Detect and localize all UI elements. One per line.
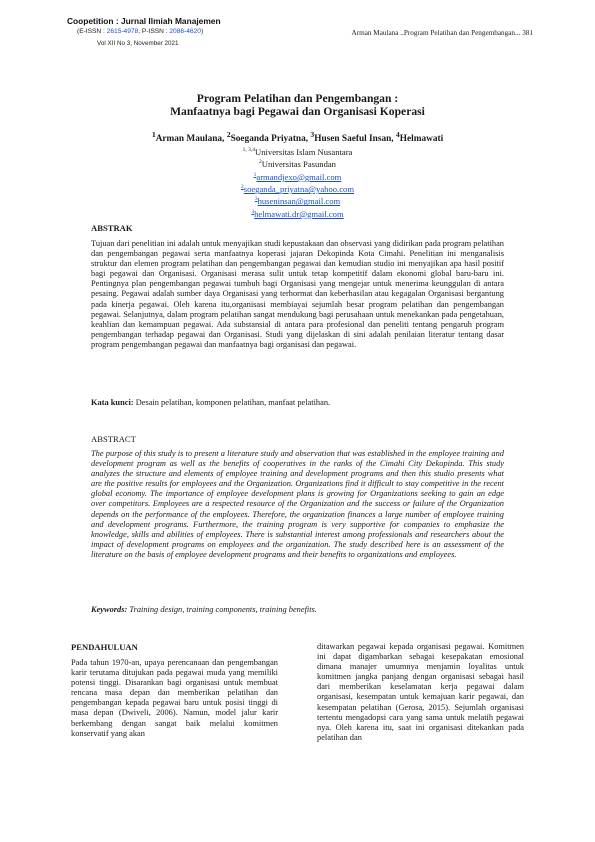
author-2: Soeganda Priyatna, [230,134,311,145]
running-head: Arman Maulana ..Program Pelatihan dan Pengembangan... 381 [351,29,533,37]
issn-suffix: ) [200,28,204,35]
affil-sup: 1, 3,4 [242,147,255,153]
email-sup: 3 [254,196,258,203]
author-sup: 3 [310,130,315,139]
journal-name: Coopetition : Jurnal Ilmiah Manajemen [67,16,221,26]
abstrak-heading: ABSTRAK [91,223,133,233]
affiliation-1 [0,145,595,157]
abstract-keywords [91,605,504,614]
email-2 [0,182,595,194]
title-line-2: Manfaatnya bagi Pegawai dan Organisasi Koperasi [170,105,425,118]
affil-text: Universitas Islam Nusantara [255,146,353,157]
issn-mid: , P-ISSN : [138,28,170,35]
email-sup: 1 [253,171,257,178]
email-3 [0,194,595,206]
author-1: Arman Maulana, [155,134,227,145]
abstract-heading: ABSTRACT [91,434,136,444]
affiliations [0,145,595,219]
affil-text: Universitas Pasundan [261,159,336,170]
author-4: Helmawati [399,134,444,145]
email-1 [0,170,595,182]
keywords-label: Keywords: [91,605,128,614]
email-link[interactable]: helmawati.dr@gmail.com [254,208,344,219]
intro-heading: PENDAHULUAN [71,642,138,652]
author-list [0,130,595,144]
email-sup: 3 [251,208,255,215]
keywords-text: Training design, training components, training benefits. [127,605,317,614]
affiliation-2 [0,157,595,169]
abstrak-body: Tujuan dari penelitian ini adalah untuk menyajikan studi kepustakaan dan observasi yang didirikan pada program pelatihan dan pengembangan pegawai serta manfaatnya koperasi jajaran Dekopinda Kota Cimahi. Penelitian ini menganalisis struktur dan elemen program pelatihan dan pengembangan pegawai dan kemudian studio ini menyajikan apa hasil positif bagi pegawai dan Organisasi. Organisasi merasa sulit untuk tetap kompetitif dalam ekonomi global baru-baru ini. Pentingnya plan pengembangan pegawai tumbuh bagi Organisasi yang mengejar untuk menerima keunggulan di antara pesaing. Pegawai adalah sumber daya Organisasi yang terhormat dan keberhasilan atau kegagalan Organisasi bergantung pada kinerja pegawai. Oleh karena itu,organisasi membiayai sejumlah besar program pelatihan dan pengembangan pegawai. Selanjutnya, dalam program pelatihan sangat mendukung bagi perusahaan untuk menekankan pada pengetahuan, keahlian dan kemampuan pegawai. Ada substansial di antara para profesional dan peneliti tentang pengaruh program pengembangan terhadap pegawai dan Organisasi. Studi yang dijelaskan di sini adalah penilaian literatur tentang dasar program pengembangan pegawai dan manfaatnya bagi organisasi dan pegawai. [91,239,504,349]
author-sup: 1 [151,130,156,139]
kata-kunci-text: Desain pelatihan, komponen pelatihan, manfaat pelatihan. [133,398,331,407]
email-sup: 2 [240,184,244,191]
issn-prefix: (E-ISSN : [77,28,107,35]
issn-line [77,28,203,35]
email-link[interactable]: soeganda_priyatna@yahoo.com [243,183,355,194]
author-sup: 2 [226,130,231,139]
intro-right-column: ditawarkan pegawai kepada organisasi pegawai. Komitmen ini dapat digambarkan sebagai kesepakatan emosional dimana manajer umumnya menjamin loyalitas untuk komitmen jangka panjang dengan organisasi sebagai hasil dari memberikan keselamatan kerja pegawai dalam organisasi, kesempatan untuk kemajuan karir pegawai, dan kesempatan pelatihan (Gerosa, 2015). Sejumlah organisasi tertentu mengadopsi cara yang sama untuk melatih pegawai nya. Oleh karena itu, saat ini organisasi ditekankan pada pelatihan dan [317,642,524,742]
eissn-link[interactable]: 2615-4978 [106,28,139,35]
email-link[interactable]: armandjexo@gmail.com [256,171,342,182]
title-line-1: Program Pelatihan dan Pengembangan : [196,92,399,105]
paper-title [0,92,595,118]
pissn-link[interactable]: 2086-4620 [169,28,201,35]
email-4 [0,207,595,219]
author-3: Husen Saeful Insan, [314,134,396,145]
kata-kunci-label: Kata kunci: [91,398,134,407]
email-link[interactable]: huseninsan@gmail.com [257,196,341,207]
intro-left-column: Pada tahun 1970-an, upaya perencanaan dan pengembangan karir terutama ditujukan pada pegawai muda yang memiliki potensi tinggi. Disarankan bagi organisasi untuk membuat rencana masa depan dan memberikan pelatihan dan pengembangan kepada pegawai baru untuk posisi tinggi di masa depan (Dwiveli, 2006). Namun, model jalur karir berkembang dengan sangat baik melalui komitmen konservatif yang akan [71,658,278,738]
abstrak-keywords [91,398,504,407]
abstract-body: The purpose of this study is to present a literature study and observation that was established in the employee training and development program as well as the benefits of cooperatives in the ranks of the Cimahi City Dekopinda. This study analyzes the structure and elements of employee training and development programs and then this studio presents what are the positive results for employees and the Organization. Organizations find it difficult to stay competitive in the recent global economy. The importance of employee development plans is growing for Organizations seeking to gain an edge over competitors. Employees are a respected resource of the Organization and the success or failure of the Organization depends on the performance of the employees. Therefore, the organization finances a large number of employee training and development programs. Furthermore, the training program is very supportive for companies to emphasize the knowledge, skills and abilities of employees. There is substantial interest among professionals and researchers about the impact of development programs on employees and the organization. The study described here is an assessment of the literature on the basis of employee development programs and their benefits to organizations and employees. [91,449,504,559]
author-sup: 4 [395,130,400,139]
affil-sup: 2 [259,159,262,166]
volume-info: Vol XII No 3, November 2021 [97,40,179,47]
